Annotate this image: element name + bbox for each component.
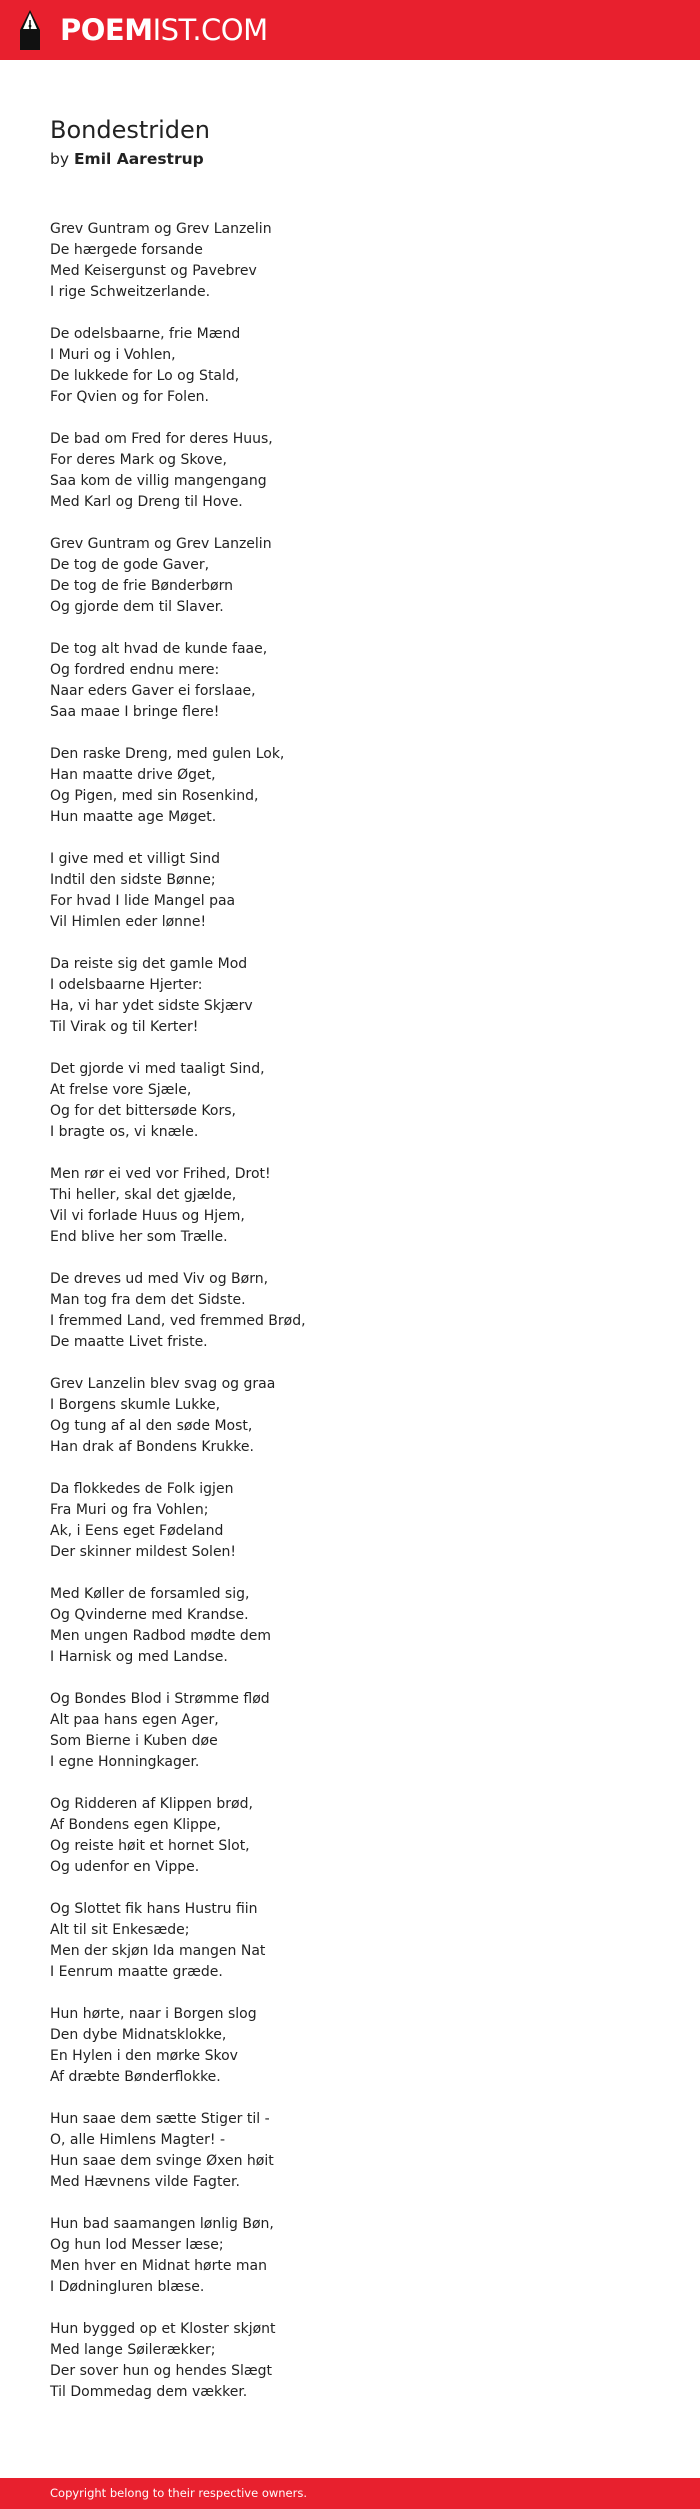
poem-line: Hun hørte, naar i Borgen slog [50,2006,257,2022]
poem-line: I egne Honningkager. [50,1754,200,1770]
poem-line: For hvad I lide Mangel paa [50,893,236,909]
poem-line: Den dybe Midnatsklokke, [50,2027,227,2043]
poem-line: Og udenfor en Vippe. [50,1859,200,1875]
site-footer [0,2478,700,2509]
poem-line: De maatte Livet friste. [50,1334,208,1350]
poem-stanza [50,219,670,303]
poem-line: I Eenrum maatte græde. [50,1964,223,1980]
poem-stanza [50,1584,670,1668]
poem-stanza [50,2214,670,2298]
poem-body [50,219,670,2424]
poem-line: Med Keisergunst og Pavebrev [50,263,257,279]
poem-line: De dreves ud med Viv og Børn, [50,1271,269,1287]
poem-stanza [50,2004,670,2088]
poem-line: En Hylen i den mørke Skov [50,2048,238,2064]
poem-line: Fra Muri og fra Vohlen; [50,1502,209,1518]
site-logo[interactable] [18,8,268,52]
poem-line: Og reiste høit et hornet Slot, [50,1838,250,1854]
poem-line: Og Pigen, med sin Rosenkind, [50,788,259,804]
poem-line: De hærgede forsande [50,242,203,258]
poem-line: Man tog fra dem det Sidste. [50,1292,246,1308]
poem-line: Og gjorde dem til Slaver. [50,599,224,615]
poem-stanza [50,1374,670,1458]
poem-line: Grev Lanzelin blev svag og graa [50,1376,276,1392]
poem-line: I bragte os, vi knæle. [50,1124,199,1140]
author-name: Emil Aarestrup [73,150,204,168]
poem-line: Som Bierne i Kuben døe [50,1733,218,1749]
poem-line: Der skinner mildest Solen! [50,1544,237,1560]
poem-line: Og Bondes Blod i Strømme flød [50,1691,270,1707]
poem-line: Vil Himlen eder lønne! [50,914,207,930]
poem-line: Men ungen Radbod mødte dem [50,1628,272,1644]
poem-line: Af dræbte Bønderflokke. [50,2069,221,2085]
site-header [0,0,700,60]
poem-line: I rige Schweitzerlande. [50,284,211,300]
poem-line: Der sover hun og hendes Slægt [50,2363,273,2379]
poem-line: At frelse vore Sjæle, [50,1082,192,1098]
poem-stanza [50,1479,670,1563]
poem-line: I give med et villigt Sind [50,851,221,867]
poem-line: Og hun lod Messer læse; [50,2237,224,2253]
poem-stanza [50,534,670,618]
poem-line: I Borgens skumle Lukke, [50,1397,221,1413]
poem-stanza [50,849,670,933]
poem-line: Og fordred endnu mere: [50,662,220,678]
poem-line: Indtil den sidste Bønne; [50,872,216,888]
poem-stanza [50,954,670,1038]
poem-line: For Qvien og for Folen. [50,389,210,405]
poem-stanza [50,1059,670,1143]
poem-line: De tog alt hvad de kunde faae, [50,641,268,657]
poem-line: O, alle Himlens Magter! - [50,2132,226,2148]
poem-line: I fremmed Land, ved fremmed Brød, [50,1313,306,1329]
poem-stanza [50,639,670,723]
poem-stanza [50,429,670,513]
poem-line: De lukkede for Lo og Stald, [50,368,240,384]
poem-line: Men der skjøn Ida mangen Nat [50,1943,266,1959]
logo-text-strong: POEM [60,13,153,47]
poem-line: Saa kom de villig mangengang [50,473,267,489]
poem-stanza [50,2319,670,2403]
poem-line: End blive her som Trælle. [50,1229,228,1245]
poem-stanza [50,1899,670,1983]
poem-line: Til Virak og til Kerter! [50,1019,199,1035]
poem-line: De odelsbaarne, frie Mænd [50,326,241,342]
poem-stanza [50,2109,670,2193]
poem-title: Bondestriden [50,116,211,144]
poem-line: Hun bad saamangen lønlig Bøn, [50,2216,274,2232]
poem-line: Det gjorde vi med taaligt Sind, [50,1061,265,1077]
poem-stanza [50,1164,670,1248]
poem-line: Hun saae dem sætte Stiger til - [50,2111,270,2127]
poem-line: Og tung af al den søde Most, [50,1418,253,1434]
poem-line: Alt til sit Enkesæde; [50,1922,190,1938]
site-logo-text [60,8,268,52]
poem-line: Grev Guntram og Grev Lanzelin [50,536,272,552]
poem-stanza [50,1269,670,1353]
copyright-notice: Copyright belong to their respective owners. [50,2486,308,2500]
poem-stanza [50,1794,670,1878]
poem-line: Ak, i Eens eget Fødeland [50,1523,224,1539]
poem-stanza [50,324,670,408]
byline-label: by [50,150,70,168]
poem-line: I Muri og i Vohlen, [50,347,176,363]
poem-line: Han drak af Bondens Krukke. [50,1439,254,1455]
poem-line: Ha, vi har ydet sidste Skjærv [50,998,253,1014]
poem-line: Saa maae I bringe flere! [50,704,220,720]
poem-line: Til Dommedag dem vækker. [50,2384,248,2400]
poem-line: For deres Mark og Skove, [50,452,227,468]
poem-line: Af Bondens egen Klippe, [50,1817,221,1833]
poem-line: Med Karl og Dreng til Hove. [50,494,243,510]
pen-nib-icon [18,8,42,52]
poem-line: I Dødningluren blæse. [50,2279,205,2295]
poem-line: Og for det bittersøde Kors, [50,1103,236,1119]
poem-line: Alt paa hans egen Ager, [50,1712,219,1728]
poem-line: Hun bygged op et Kloster skjønt [50,2321,276,2337]
poem-byline [50,148,204,170]
poem-line: Naar eders Gaver ei forslaae, [50,683,256,699]
poem-stanza [50,744,670,828]
poem-line: Da flokkedes de Folk igjen [50,1481,234,1497]
poem-line: Med Hævnens vilde Fagter. [50,2174,240,2190]
poem-line: De tog de frie Bønderbørn [50,578,233,594]
poem-line: Da reiste sig det gamle Mod [50,956,248,972]
poem-line: Men hver en Midnat hørte man [50,2258,268,2274]
poem-line: I odelsbaarne Hjerter: [50,977,203,993]
poem-stanza [50,1689,670,1773]
poem-line: Men rør ei ved vor Frihed, Drot! [50,1166,271,1182]
poem-line: Hun maatte age Møget. [50,809,217,825]
poem-line: Den raske Dreng, med gulen Lok, [50,746,285,762]
poem-line: Hun saae dem svinge Øxen høit [50,2153,274,2169]
poem-line: Og Qvinderne med Krandse. [50,1607,249,1623]
poem-line: Og Ridderen af Klippen brød, [50,1796,253,1812]
poem-line: I Harnisk og med Landse. [50,1649,228,1665]
poem-line: Med Køller de forsamled sig, [50,1586,250,1602]
poem-line: Thi heller, skal det gjælde, [50,1187,237,1203]
poem-line: De bad om Fred for deres Huus, [50,431,273,447]
poem-line: De tog de gode Gaver, [50,557,210,573]
logo-text-light: IST.COM [152,13,268,47]
poem-line: Han maatte drive Øget, [50,767,216,783]
poem-line: Vil vi forlade Huus og Hjem, [50,1208,245,1224]
poem-line: Grev Guntram og Grev Lanzelin [50,221,272,237]
poem-line: Med lange Søilerækker; [50,2342,216,2358]
poem-line: Og Slottet fik hans Hustru fiin [50,1901,258,1917]
